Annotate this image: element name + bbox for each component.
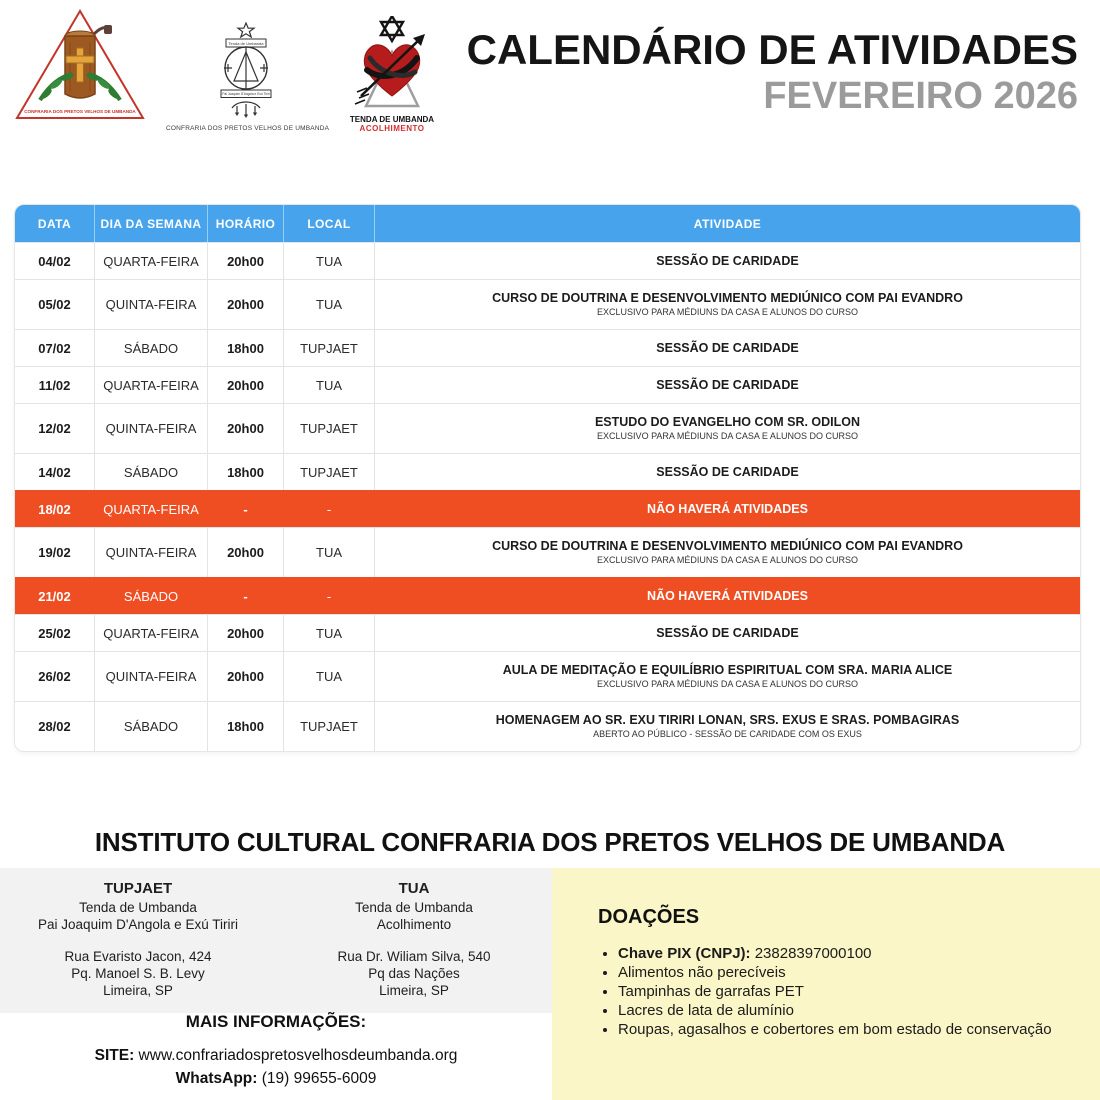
cell-data: 12/02 <box>15 404 95 453</box>
institute-heading: INSTITUTO CULTURAL CONFRARIA DOS PRETOS VELHOS DE UMBANDA <box>94 827 1006 857</box>
acolhimento-heart-logo-icon <box>347 16 437 108</box>
location-tua <box>276 880 552 1013</box>
logo3-caption-line1: TENDA DE UMBANDA <box>349 115 435 124</box>
location-desc: Tenda de Umbanda <box>355 900 473 915</box>
table-row <box>15 366 1080 403</box>
locations-panel <box>0 868 552 1013</box>
whatsapp-line <box>0 1067 552 1090</box>
cell-horario: 18h00 <box>208 330 284 366</box>
donation-item: • Chave PIX (CNPJ): 23828397000100 <box>618 944 1062 963</box>
activity-title: HOMENAGEM AO SR. EXU TIRIRI LONAN, SRS. EXUS E SRAS. POMBAGIRAS <box>495 713 960 728</box>
table-row <box>15 577 1080 614</box>
site-url: www.confrariadospretosvelhosdeumbanda.org <box>134 1047 458 1064</box>
cell-dia-da-semana: QUINTA-FEIRA <box>95 280 208 329</box>
location-address: Limeira, SP <box>103 983 173 998</box>
cell-data: 14/02 <box>15 454 95 490</box>
cell-horario: 18h00 <box>208 702 284 751</box>
activity-subtitle: ABERTO AO PÚBLICO - SESSÃO DE CARIDADE COM OS EXUS <box>593 728 862 739</box>
cell-horario: 20h00 <box>208 404 284 453</box>
confraria-triangle-logo-icon <box>14 8 146 122</box>
table-row <box>15 701 1080 751</box>
cell-local: TUA <box>284 243 375 279</box>
location-address: Limeira, SP <box>379 983 449 998</box>
cell-horario: - <box>243 501 248 517</box>
cell-horario: - <box>243 588 248 604</box>
cell-local: - <box>326 588 332 604</box>
page-subtitle: FEVEREIRO 2026 <box>763 75 1078 118</box>
cell-local: TUA <box>284 528 375 577</box>
cell-atividade <box>375 702 1080 751</box>
cell-atividade <box>375 404 1080 453</box>
column-header-data: DATA <box>15 205 95 242</box>
cell-data: 19/02 <box>15 528 95 577</box>
cell-atividade <box>375 330 1080 366</box>
site-label: SITE: <box>94 1047 135 1064</box>
cell-horario: 20h00 <box>208 367 284 403</box>
location-tupjaet <box>0 880 276 1013</box>
page-title: CALENDÁRIO DE ATIVIDADES <box>466 26 1078 73</box>
cell-atividade <box>375 615 1080 651</box>
cell-local: TUA <box>284 280 375 329</box>
location-address: Rua Evaristo Jacon, 424 <box>64 949 212 964</box>
cell-data: 28/02 <box>15 702 95 751</box>
column-header-horario: HORÁRIO <box>208 205 284 242</box>
activity-subtitle: EXCLUSIVO PARA MÉDIUNS DA CASA E ALUNOS DO CURSO <box>597 306 858 317</box>
cell-local: TUPJAET <box>284 702 375 751</box>
column-header-dia-da-semana: DIA DA SEMANA <box>95 205 208 242</box>
table-header-row <box>15 205 1080 242</box>
cell-dia-da-semana: QUARTA-FEIRA <box>95 615 208 651</box>
cell-local: TUPJAET <box>284 330 375 366</box>
table-row <box>15 403 1080 453</box>
cell-data: 05/02 <box>15 280 95 329</box>
table-row <box>15 329 1080 366</box>
cell-data: 18/02 <box>38 501 71 517</box>
cell-data: 21/02 <box>38 588 71 604</box>
confraria-seal-logo-icon <box>196 22 296 118</box>
title-block <box>467 26 1078 118</box>
logo-row <box>14 8 438 133</box>
activity-title: ESTUDO DO EVANGELHO COM SR. ODILON <box>594 415 861 430</box>
donation-list <box>598 944 1062 1039</box>
acolhimento-heart-logo <box>346 16 438 133</box>
logo3-caption-line2: ACOLHIMENTO <box>359 124 425 133</box>
activity-title: CURSO DE DOUTRINA E DESENVOLVIMENTO MEDIÚNICO COM PAI EVANDRO <box>492 539 963 554</box>
cell-dia-da-semana: QUARTA-FEIRA <box>103 501 199 517</box>
cell-dia-da-semana: SÁBADO <box>95 702 208 751</box>
location-desc: Acolhimento <box>376 917 452 932</box>
cell-data: 04/02 <box>15 243 95 279</box>
activities-table <box>15 205 1080 751</box>
cell-data: 11/02 <box>15 367 95 403</box>
table-body <box>15 242 1080 751</box>
cell-local: TUA <box>284 615 375 651</box>
cell-horario: 20h00 <box>208 280 284 329</box>
table-row <box>15 453 1080 490</box>
more-info-block <box>0 1012 552 1090</box>
table-row <box>15 651 1080 701</box>
cell-atividade <box>375 652 1080 701</box>
cell-atividade <box>375 528 1080 577</box>
activity-title: SESSÃO DE CARIDADE <box>656 340 799 355</box>
cell-atividade <box>375 367 1080 403</box>
cell-atividade <box>375 454 1080 490</box>
activity-title: SESSÃO DE CARIDADE <box>656 625 799 640</box>
activity-subtitle: EXCLUSIVO PARA MÉDIUNS DA CASA E ALUNOS DO CURSO <box>597 554 858 565</box>
donations-panel <box>552 868 1100 1100</box>
cell-atividade <box>375 491 1080 527</box>
cell-local: TUPJAET <box>284 454 375 490</box>
donations-title: DOAÇÕES <box>598 906 700 928</box>
logo1-caption: CONFRARIA DOS PRETOS VELHOS DE UMBANDA <box>24 109 136 114</box>
whatsapp-number: (19) 99655-6009 <box>257 1070 377 1087</box>
activity-title: AULA DE MEDITAÇÃO E EQUILÍBRIO ESPIRITUAL COM SRA. MARIA ALICE <box>502 663 953 678</box>
cell-dia-da-semana: QUINTA-FEIRA <box>95 528 208 577</box>
cell-horario: 18h00 <box>208 454 284 490</box>
location-address: Pq das Nações <box>368 966 460 981</box>
cell-data: 25/02 <box>15 615 95 651</box>
whatsapp-label: WhatsApp: <box>175 1070 258 1087</box>
activity-title: SESSÃO DE CARIDADE <box>656 253 799 268</box>
cell-data: 07/02 <box>15 330 95 366</box>
column-header-atividade: ATIVIDADE <box>693 216 762 231</box>
activity-title: NÃO HAVERÁ ATIVIDADES <box>647 501 808 516</box>
location-desc: Pai Joaquim D'Angola e Exú Tiriri <box>38 917 238 932</box>
cell-dia-da-semana: SÁBADO <box>123 588 179 604</box>
cell-atividade <box>375 243 1080 279</box>
cell-atividade <box>375 280 1080 329</box>
cell-horario: 20h00 <box>208 652 284 701</box>
cell-dia-da-semana: QUARTA-FEIRA <box>95 243 208 279</box>
cell-dia-da-semana: SÁBADO <box>95 454 208 490</box>
cell-horario: 20h00 <box>208 243 284 279</box>
cell-local: TUA <box>284 367 375 403</box>
location-address: Pq. Manoel S. B. Levy <box>71 966 205 981</box>
cell-horario: 20h00 <box>208 615 284 651</box>
column-header-local: LOCAL <box>284 205 375 242</box>
donation-item: • Roupas, agasalhos e cobertores em bom estado de conservação <box>618 1020 1062 1039</box>
location-address: Rua Dr. Wiliam Silva, 540 <box>337 949 491 964</box>
cell-atividade <box>375 578 1080 614</box>
location-name: TUA <box>398 880 430 897</box>
activity-subtitle: EXCLUSIVO PARA MÉDIUNS DA CASA E ALUNOS DO CURSO <box>597 678 858 689</box>
confraria-seal-logo <box>166 22 330 132</box>
table-row <box>15 614 1080 651</box>
table-row <box>15 279 1080 329</box>
site-line <box>0 1044 552 1067</box>
donation-item: • Lacres de lata de alumínio <box>618 1001 1062 1020</box>
table-row <box>15 527 1080 577</box>
cell-dia-da-semana: QUARTA-FEIRA <box>95 367 208 403</box>
logo2-box-bottom-label: Pai Joaquim D'Angola e Exú Tiriri <box>222 92 270 97</box>
cell-local: TUA <box>284 652 375 701</box>
activity-title: SESSÃO DE CARIDADE <box>656 464 799 479</box>
location-desc: Tenda de Umbanda <box>79 900 197 915</box>
cell-local: TUPJAET <box>284 404 375 453</box>
activity-subtitle: EXCLUSIVO PARA MÉDIUNS DA CASA E ALUNOS DO CURSO <box>597 430 858 441</box>
activity-title: NÃO HAVERÁ ATIVIDADES <box>647 588 808 603</box>
logo2-caption: CONFRARIA DOS PRETOS VELHOS DE UMBANDA <box>166 125 330 132</box>
cell-dia-da-semana: QUINTA-FEIRA <box>95 404 208 453</box>
donation-item: • Tampinhas de garrafas PET <box>618 982 1062 1001</box>
table-row <box>15 490 1080 527</box>
activity-title: SESSÃO DE CARIDADE <box>656 377 799 392</box>
location-name: TUPJAET <box>103 880 173 897</box>
cell-horario: 20h00 <box>208 528 284 577</box>
more-info-title: MAIS INFORMAÇÕES: <box>185 1012 367 1031</box>
donation-item: • Alimentos não perecíveis <box>618 963 1062 982</box>
cell-dia-da-semana: QUINTA-FEIRA <box>95 652 208 701</box>
table-row <box>15 242 1080 279</box>
activity-title: CURSO DE DOUTRINA E DESENVOLVIMENTO MEDIÚNICO COM PAI EVANDRO <box>492 291 963 306</box>
cell-local: - <box>326 501 332 517</box>
logo2-box-top-label: Tenda de Umbanda <box>228 40 264 46</box>
cell-data: 26/02 <box>15 652 95 701</box>
cell-dia-da-semana: SÁBADO <box>95 330 208 366</box>
